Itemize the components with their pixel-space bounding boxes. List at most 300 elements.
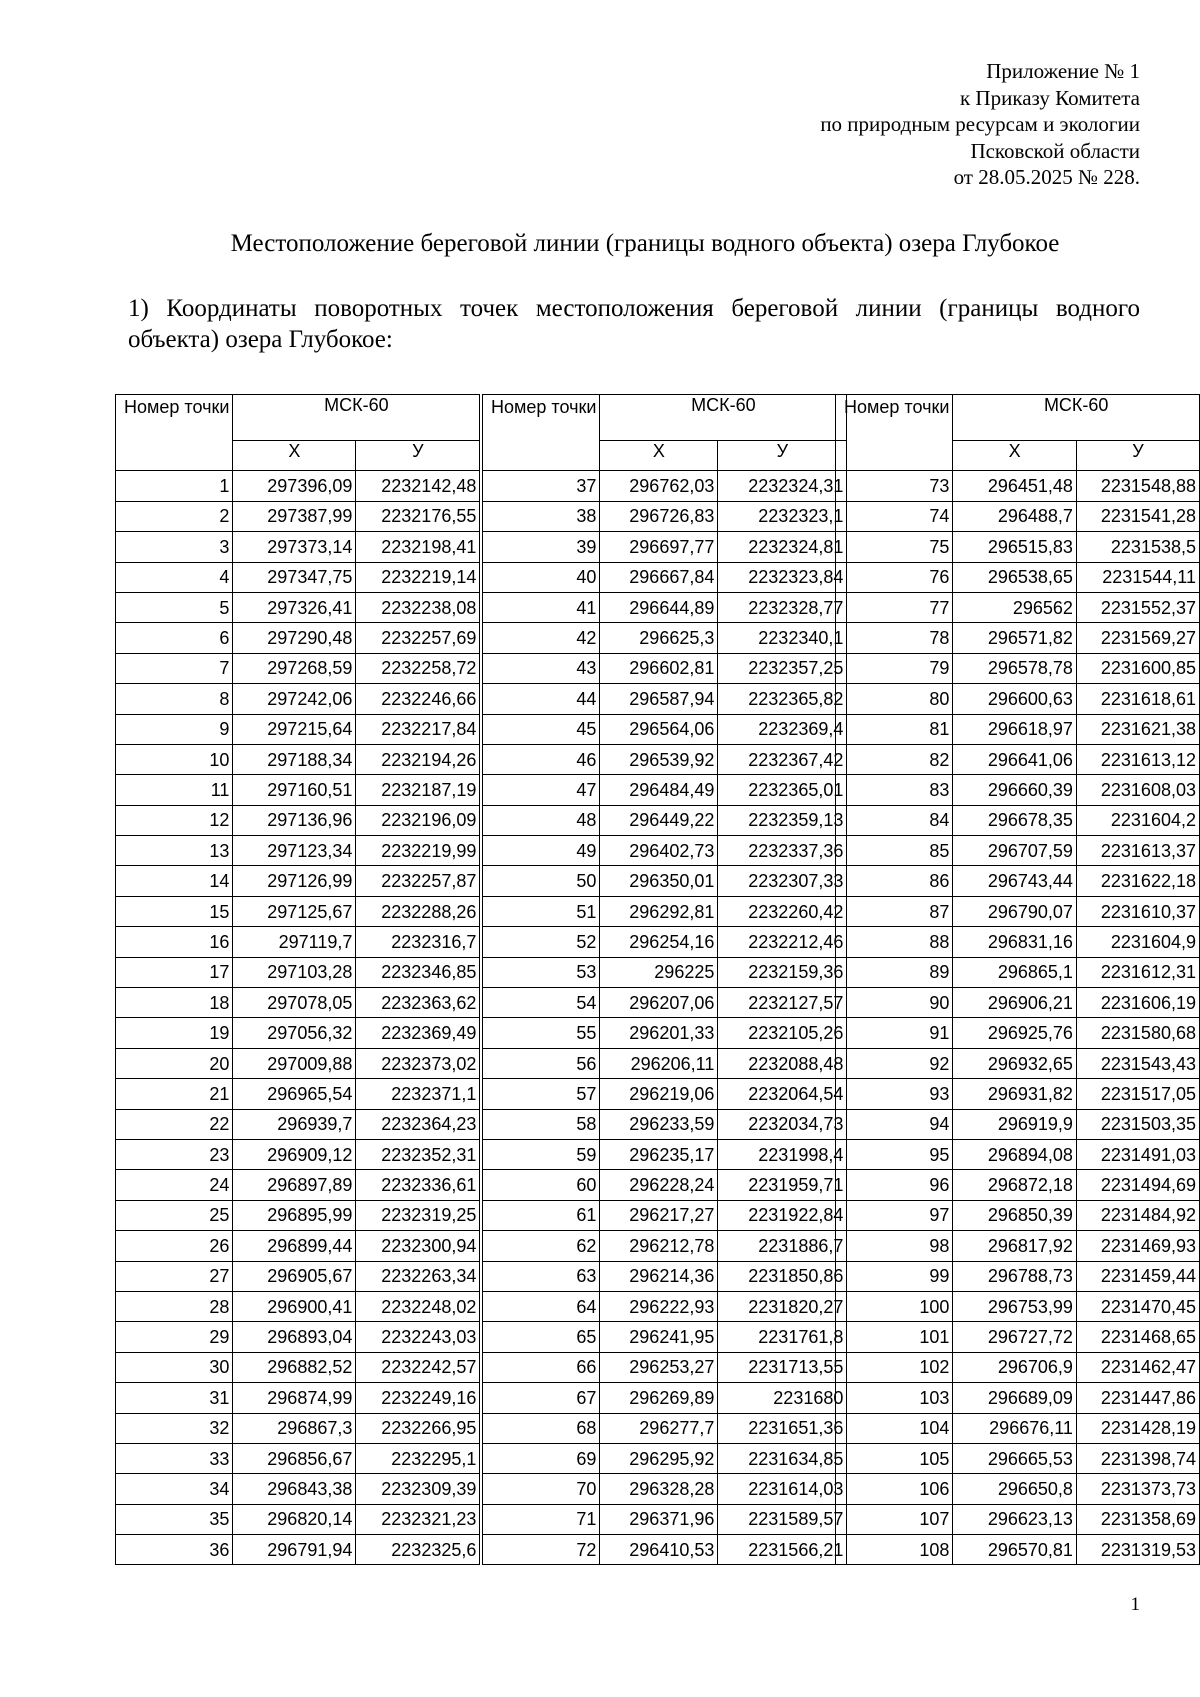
- table-row: [836, 1109, 1200, 1139]
- y-coordinate-cell: 2231358,69: [1076, 1504, 1199, 1534]
- x-coordinate-cell: 296451,48: [953, 471, 1077, 501]
- x-coordinate-cell: 296831,16: [953, 927, 1077, 957]
- y-coordinate-cell: 2231613,12: [1076, 744, 1199, 774]
- x-coordinate-cell: 296762,03: [600, 471, 718, 501]
- table-row: [483, 957, 847, 987]
- table-row: [836, 1139, 1200, 1169]
- table-row: [116, 1079, 480, 1109]
- point-number-cell: 9: [116, 714, 233, 744]
- coordinates-table-1: [115, 394, 480, 1565]
- table-row: [836, 653, 1200, 683]
- table-row: [116, 896, 480, 926]
- x-coordinate-cell: 296697,77: [600, 532, 718, 562]
- y-coordinate-cell: 2232176,55: [356, 501, 480, 531]
- x-coordinate-cell: 296667,84: [600, 562, 718, 592]
- point-number-cell: 18: [116, 988, 233, 1018]
- table-row: [483, 471, 847, 501]
- table-row: [836, 1048, 1200, 1078]
- y-header: У: [718, 441, 847, 471]
- x-coordinate-cell: 296562: [953, 592, 1077, 622]
- y-coordinate-cell: 2232365,01: [718, 775, 847, 805]
- point-number-cell: 62: [483, 1231, 600, 1261]
- point-number-cell: 79: [836, 653, 953, 683]
- table-row: [116, 1535, 480, 1565]
- y-coordinate-cell: 2232243,03: [356, 1322, 480, 1352]
- point-number-cell: 75: [836, 532, 953, 562]
- x-coordinate-cell: 296678,35: [953, 805, 1077, 835]
- point-number-cell: 65: [483, 1322, 600, 1352]
- y-coordinate-cell: 2232258,72: [356, 653, 480, 683]
- annex-line: от 28.05.2025 № 228.: [953, 165, 1140, 189]
- x-coordinate-cell: 297396,09: [233, 471, 356, 501]
- y-coordinate-cell: 2231552,37: [1076, 592, 1199, 622]
- annex-line: Псковской области: [970, 138, 1140, 163]
- point-number-cell: 24: [116, 1170, 233, 1200]
- point-number-cell: 36: [116, 1535, 233, 1565]
- table-row: [483, 927, 847, 957]
- x-coordinate-cell: 296410,53: [600, 1535, 718, 1565]
- x-coordinate-cell: 297160,51: [233, 775, 356, 805]
- x-coordinate-cell: 296665,53: [953, 1443, 1077, 1473]
- point-number-cell: 52: [483, 927, 600, 957]
- x-coordinate-cell: 296817,92: [953, 1231, 1077, 1261]
- table-row: [116, 1474, 480, 1504]
- x-coordinate-cell: 297009,88: [233, 1048, 356, 1078]
- point-number-cell: 12: [116, 805, 233, 835]
- x-coordinate-cell: 296623,13: [953, 1504, 1077, 1534]
- y-coordinate-cell: 2232364,23: [356, 1109, 480, 1139]
- x-coordinate-cell: 296602,81: [600, 653, 718, 683]
- point-number-cell: 35: [116, 1504, 233, 1534]
- point-number-cell: 33: [116, 1443, 233, 1473]
- table-row: [836, 623, 1200, 653]
- y-coordinate-cell: 2232367,42: [718, 744, 847, 774]
- point-number-cell: 104: [836, 1413, 953, 1443]
- x-coordinate-cell: 297123,34: [233, 836, 356, 866]
- x-coordinate-cell: 296895,99: [233, 1200, 356, 1230]
- x-coordinate-cell: 296644,89: [600, 592, 718, 622]
- point-number-cell: 76: [836, 562, 953, 592]
- x-coordinate-cell: 297347,75: [233, 562, 356, 592]
- x-coordinate-cell: 296727,72: [953, 1322, 1077, 1352]
- table-row: [116, 866, 480, 896]
- table-body: [116, 471, 480, 1565]
- point-number-cell: 85: [836, 836, 953, 866]
- table-row: [483, 866, 847, 896]
- point-number-cell: 47: [483, 775, 600, 805]
- point-number-cell: 72: [483, 1535, 600, 1565]
- point-number-cell: 63: [483, 1261, 600, 1291]
- table-row: [836, 1352, 1200, 1382]
- table-row: [116, 1109, 480, 1139]
- point-number-cell: 30: [116, 1352, 233, 1382]
- y-coordinate-cell: 2232295,1: [356, 1443, 480, 1473]
- table-row: [836, 471, 1200, 501]
- table-row: [483, 653, 847, 683]
- table-row: [836, 684, 1200, 714]
- x-coordinate-cell: 297119,7: [233, 927, 356, 957]
- x-coordinate-cell: 296212,78: [600, 1231, 718, 1261]
- page-number: 1: [1130, 1594, 1140, 1615]
- x-header: X: [953, 441, 1077, 471]
- y-coordinate-cell: 2232324,81: [718, 532, 847, 562]
- table-row: [836, 1504, 1200, 1534]
- point-number-cell: 91: [836, 1018, 953, 1048]
- x-coordinate-cell: 296225: [600, 957, 718, 987]
- x-coordinate-cell: 296217,27: [600, 1200, 718, 1230]
- point-number-cell: 73: [836, 471, 953, 501]
- point-number-cell: 99: [836, 1261, 953, 1291]
- table-row: [483, 623, 847, 653]
- point-number-cell: 7: [116, 653, 233, 683]
- annex-reference: [720, 58, 1140, 191]
- y-coordinate-cell: 2231850,86: [718, 1261, 847, 1291]
- x-coordinate-cell: 296233,59: [600, 1109, 718, 1139]
- table-row: [116, 775, 480, 805]
- x-coordinate-cell: 296292,81: [600, 896, 718, 926]
- y-coordinate-cell: 2232034,73: [718, 1109, 847, 1139]
- point-number-cell: 45: [483, 714, 600, 744]
- x-coordinate-cell: 296874,99: [233, 1383, 356, 1413]
- y-coordinate-cell: 2232357,25: [718, 653, 847, 683]
- table-row: [836, 1231, 1200, 1261]
- y-header: У: [356, 441, 480, 471]
- x-coordinate-cell: 296402,73: [600, 836, 718, 866]
- point-number-cell: 39: [483, 532, 600, 562]
- y-coordinate-cell: 2232321,23: [356, 1504, 480, 1534]
- y-header: У: [1076, 441, 1199, 471]
- table-row: [483, 775, 847, 805]
- x-coordinate-cell: 296726,83: [600, 501, 718, 531]
- point-number-cell: 95: [836, 1139, 953, 1169]
- y-coordinate-cell: 2232319,25: [356, 1200, 480, 1230]
- x-coordinate-cell: 296882,52: [233, 1352, 356, 1382]
- table-row: [836, 714, 1200, 744]
- x-coordinate-cell: 296618,97: [953, 714, 1077, 744]
- y-coordinate-cell: 2231604,9: [1076, 927, 1199, 957]
- table-row: [836, 988, 1200, 1018]
- x-coordinate-cell: 296578,78: [953, 653, 1077, 683]
- x-coordinate-cell: 296706,9: [953, 1352, 1077, 1382]
- point-number-cell: 58: [483, 1109, 600, 1139]
- y-coordinate-cell: 2231462,47: [1076, 1352, 1199, 1382]
- table-row: [116, 592, 480, 622]
- table-row: [483, 501, 847, 531]
- point-number-cell: 5: [116, 592, 233, 622]
- point-number-cell: 94: [836, 1109, 953, 1139]
- x-coordinate-cell: 296660,39: [953, 775, 1077, 805]
- x-coordinate-cell: 296689,09: [953, 1383, 1077, 1413]
- point-number-cell: 6: [116, 623, 233, 653]
- point-number-cell: 1: [116, 471, 233, 501]
- table-row: [116, 1170, 480, 1200]
- table-row: [836, 1018, 1200, 1048]
- x-coordinate-cell: 296207,06: [600, 988, 718, 1018]
- x-coordinate-cell: 296564,06: [600, 714, 718, 744]
- y-coordinate-cell: 2231503,35: [1076, 1109, 1199, 1139]
- y-coordinate-cell: 2232260,42: [718, 896, 847, 926]
- point-number-cell: 67: [483, 1383, 600, 1413]
- y-coordinate-cell: 2231468,65: [1076, 1322, 1199, 1352]
- table-row: [483, 714, 847, 744]
- y-coordinate-cell: 2231604,2: [1076, 805, 1199, 835]
- point-number-cell: 44: [483, 684, 600, 714]
- table-row: [116, 1048, 480, 1078]
- y-coordinate-cell: 2231428,19: [1076, 1413, 1199, 1443]
- table-row: [483, 562, 847, 592]
- y-coordinate-cell: 2232257,69: [356, 623, 480, 653]
- y-coordinate-cell: 2232365,82: [718, 684, 847, 714]
- point-number-cell: 17: [116, 957, 233, 987]
- y-coordinate-cell: 2231651,36: [718, 1413, 847, 1443]
- y-coordinate-cell: 2232248,02: [356, 1291, 480, 1321]
- y-coordinate-cell: 2231544,11: [1076, 562, 1199, 592]
- y-coordinate-cell: 2231566,21: [718, 1535, 847, 1565]
- x-coordinate-cell: 296253,27: [600, 1352, 718, 1382]
- point-number-cell: 3: [116, 532, 233, 562]
- y-coordinate-cell: 2231622,18: [1076, 866, 1199, 896]
- table-row: [116, 744, 480, 774]
- point-number-cell: 92: [836, 1048, 953, 1078]
- section-subtitle: 1) Координаты поворотных точек местоположения береговой линии (границы водного объекта) озера Глубокое:: [128, 295, 1140, 353]
- x-coordinate-cell: 296201,33: [600, 1018, 718, 1048]
- point-number-cell: 26: [116, 1231, 233, 1261]
- coordinates-table-3: [835, 394, 1200, 1565]
- y-coordinate-cell: 2231569,27: [1076, 623, 1199, 653]
- x-header: X: [233, 441, 356, 471]
- y-coordinate-cell: 2232142,48: [356, 471, 480, 501]
- x-coordinate-cell: 296571,82: [953, 623, 1077, 653]
- table-row: [483, 988, 847, 1018]
- point-number-cell: 4: [116, 562, 233, 592]
- y-coordinate-cell: 2232127,57: [718, 988, 847, 1018]
- table-row: [836, 1413, 1200, 1443]
- x-coordinate-cell: 296214,36: [600, 1261, 718, 1291]
- table-row: [836, 836, 1200, 866]
- table-row: [836, 957, 1200, 987]
- y-coordinate-cell: 2232187,19: [356, 775, 480, 805]
- point-number-cell: 68: [483, 1413, 600, 1443]
- y-coordinate-cell: 2232369,49: [356, 1018, 480, 1048]
- annex-line: Приложение № 1: [986, 59, 1140, 83]
- x-coordinate-cell: 297188,34: [233, 744, 356, 774]
- table-row: [836, 1474, 1200, 1504]
- table-row: [836, 927, 1200, 957]
- table-row: [116, 836, 480, 866]
- point-number-cell: 90: [836, 988, 953, 1018]
- point-number-cell: 57: [483, 1079, 600, 1109]
- y-coordinate-cell: 2232352,31: [356, 1139, 480, 1169]
- y-coordinate-cell: 2231484,92: [1076, 1200, 1199, 1230]
- y-coordinate-cell: 2231494,69: [1076, 1170, 1199, 1200]
- x-coordinate-cell: 296515,83: [953, 532, 1077, 562]
- table-body: [836, 471, 1200, 1565]
- x-coordinate-cell: 296872,18: [953, 1170, 1077, 1200]
- x-coordinate-cell: 296753,99: [953, 1291, 1077, 1321]
- table-row: [483, 1322, 847, 1352]
- x-coordinate-cell: 296820,14: [233, 1504, 356, 1534]
- x-coordinate-cell: 296625,3: [600, 623, 718, 653]
- y-coordinate-cell: 2231470,45: [1076, 1291, 1199, 1321]
- table-row: [483, 1352, 847, 1382]
- y-coordinate-cell: 2231613,37: [1076, 836, 1199, 866]
- table-row: [116, 1443, 480, 1473]
- y-coordinate-cell: 2231541,28: [1076, 501, 1199, 531]
- x-coordinate-cell: 296856,67: [233, 1443, 356, 1473]
- x-coordinate-cell: 296235,17: [600, 1139, 718, 1169]
- x-coordinate-cell: 297242,06: [233, 684, 356, 714]
- table-row: [116, 988, 480, 1018]
- point-number-cell: 97: [836, 1200, 953, 1230]
- y-coordinate-cell: 2231998,4: [718, 1139, 847, 1169]
- point-number-cell: 31: [116, 1383, 233, 1413]
- y-coordinate-cell: 2232064,54: [718, 1079, 847, 1109]
- table-row: [483, 836, 847, 866]
- table-row: [116, 471, 480, 501]
- x-coordinate-cell: 296328,28: [600, 1474, 718, 1504]
- x-coordinate-cell: 296570,81: [953, 1535, 1077, 1565]
- point-number-cell: 20: [116, 1048, 233, 1078]
- x-coordinate-cell: 296790,07: [953, 896, 1077, 926]
- table-row: [836, 896, 1200, 926]
- point-number-cell: 83: [836, 775, 953, 805]
- point-number-cell: 77: [836, 592, 953, 622]
- annex-line: к Приказу Комитета: [959, 85, 1140, 110]
- x-coordinate-cell: 297125,67: [233, 896, 356, 926]
- table-row: [836, 1291, 1200, 1321]
- y-coordinate-cell: 2231959,71: [718, 1170, 847, 1200]
- point-number-cell: 49: [483, 836, 600, 866]
- table-row: [116, 1291, 480, 1321]
- y-coordinate-cell: 2232238,08: [356, 592, 480, 622]
- table-row: [116, 562, 480, 592]
- x-coordinate-cell: 296707,59: [953, 836, 1077, 866]
- point-number-cell: 48: [483, 805, 600, 835]
- y-coordinate-cell: 2232219,14: [356, 562, 480, 592]
- x-coordinate-cell: 297373,14: [233, 532, 356, 562]
- x-coordinate-cell: 296600,63: [953, 684, 1077, 714]
- x-coordinate-cell: 296897,89: [233, 1170, 356, 1200]
- y-coordinate-cell: 2232219,99: [356, 836, 480, 866]
- y-coordinate-cell: 2232194,26: [356, 744, 480, 774]
- table-row: [836, 1261, 1200, 1291]
- point-number-cell: 34: [116, 1474, 233, 1504]
- y-coordinate-cell: 2232288,26: [356, 896, 480, 926]
- x-coordinate-cell: 296932,65: [953, 1048, 1077, 1078]
- table-row: [116, 623, 480, 653]
- point-number-cell: 105: [836, 1443, 953, 1473]
- table-row: [836, 866, 1200, 896]
- point-number-cell: 43: [483, 653, 600, 683]
- y-coordinate-cell: 2231469,93: [1076, 1231, 1199, 1261]
- x-coordinate-cell: 297290,48: [233, 623, 356, 653]
- point-number-cell: 55: [483, 1018, 600, 1048]
- point-number-cell: 101: [836, 1322, 953, 1352]
- y-coordinate-cell: 2231608,03: [1076, 775, 1199, 805]
- point-number-cell: 28: [116, 1291, 233, 1321]
- point-number-cell: 27: [116, 1261, 233, 1291]
- point-number-cell: 93: [836, 1079, 953, 1109]
- y-coordinate-cell: 2232359,13: [718, 805, 847, 835]
- y-coordinate-cell: 2232088,48: [718, 1048, 847, 1078]
- table-row: [483, 1291, 847, 1321]
- table-row: [483, 1018, 847, 1048]
- x-coordinate-cell: 296676,11: [953, 1413, 1077, 1443]
- table-row: [836, 1383, 1200, 1413]
- point-number-header: Номер точки: [483, 395, 600, 471]
- point-number-cell: 87: [836, 896, 953, 926]
- table-row: [483, 592, 847, 622]
- point-number-cell: 32: [116, 1413, 233, 1443]
- x-coordinate-cell: 296449,22: [600, 805, 718, 835]
- table-row: [116, 1504, 480, 1534]
- point-number-cell: 8: [116, 684, 233, 714]
- table-row: [116, 714, 480, 744]
- point-number-cell: 51: [483, 896, 600, 926]
- table-row: [483, 1079, 847, 1109]
- x-coordinate-cell: 296894,08: [953, 1139, 1077, 1169]
- y-coordinate-cell: 2232217,84: [356, 714, 480, 744]
- y-coordinate-cell: 2231543,43: [1076, 1048, 1199, 1078]
- table-row: [116, 1018, 480, 1048]
- x-coordinate-cell: 296254,16: [600, 927, 718, 957]
- y-coordinate-cell: 2231614,03: [718, 1474, 847, 1504]
- table-row: [836, 532, 1200, 562]
- y-coordinate-cell: 2232363,62: [356, 988, 480, 1018]
- y-coordinate-cell: 2232105,26: [718, 1018, 847, 1048]
- y-coordinate-cell: 2232249,16: [356, 1383, 480, 1413]
- x-coordinate-cell: 296295,92: [600, 1443, 718, 1473]
- y-coordinate-cell: 2231820,27: [718, 1291, 847, 1321]
- x-coordinate-cell: 296893,04: [233, 1322, 356, 1352]
- y-coordinate-cell: 2231517,05: [1076, 1079, 1199, 1109]
- x-coordinate-cell: 297136,96: [233, 805, 356, 835]
- y-coordinate-cell: 2232159,36: [718, 957, 847, 987]
- table-row: [116, 1261, 480, 1291]
- point-number-cell: 59: [483, 1139, 600, 1169]
- table-row: [483, 805, 847, 835]
- point-number-cell: 66: [483, 1352, 600, 1382]
- table-row: [836, 1200, 1200, 1230]
- table-row: [836, 562, 1200, 592]
- x-coordinate-cell: 297078,05: [233, 988, 356, 1018]
- x-coordinate-cell: 296905,67: [233, 1261, 356, 1291]
- x-coordinate-cell: 297387,99: [233, 501, 356, 531]
- y-coordinate-cell: 2231606,19: [1076, 988, 1199, 1018]
- point-number-cell: 38: [483, 501, 600, 531]
- point-number-cell: 88: [836, 927, 953, 957]
- point-number-cell: 11: [116, 775, 233, 805]
- y-coordinate-cell: 2232328,77: [718, 592, 847, 622]
- x-coordinate-cell: 296925,76: [953, 1018, 1077, 1048]
- point-number-cell: 82: [836, 744, 953, 774]
- table-row: [116, 1352, 480, 1382]
- y-coordinate-cell: 2232198,41: [356, 532, 480, 562]
- document-title: Местоположение береговой линии (границы водного объекта) озера Глубокое: [230, 230, 1060, 257]
- table-row: [116, 957, 480, 987]
- table-row: [836, 592, 1200, 622]
- y-coordinate-cell: 2231761,8: [718, 1322, 847, 1352]
- table-row: [836, 1170, 1200, 1200]
- x-coordinate-cell: 296931,82: [953, 1079, 1077, 1109]
- table-row: [836, 744, 1200, 774]
- point-number-cell: 56: [483, 1048, 600, 1078]
- x-coordinate-cell: 296219,06: [600, 1079, 718, 1109]
- y-coordinate-cell: 2232257,87: [356, 866, 480, 896]
- point-number-cell: 23: [116, 1139, 233, 1169]
- x-coordinate-cell: 296791,94: [233, 1535, 356, 1565]
- y-coordinate-cell: 2231634,85: [718, 1443, 847, 1473]
